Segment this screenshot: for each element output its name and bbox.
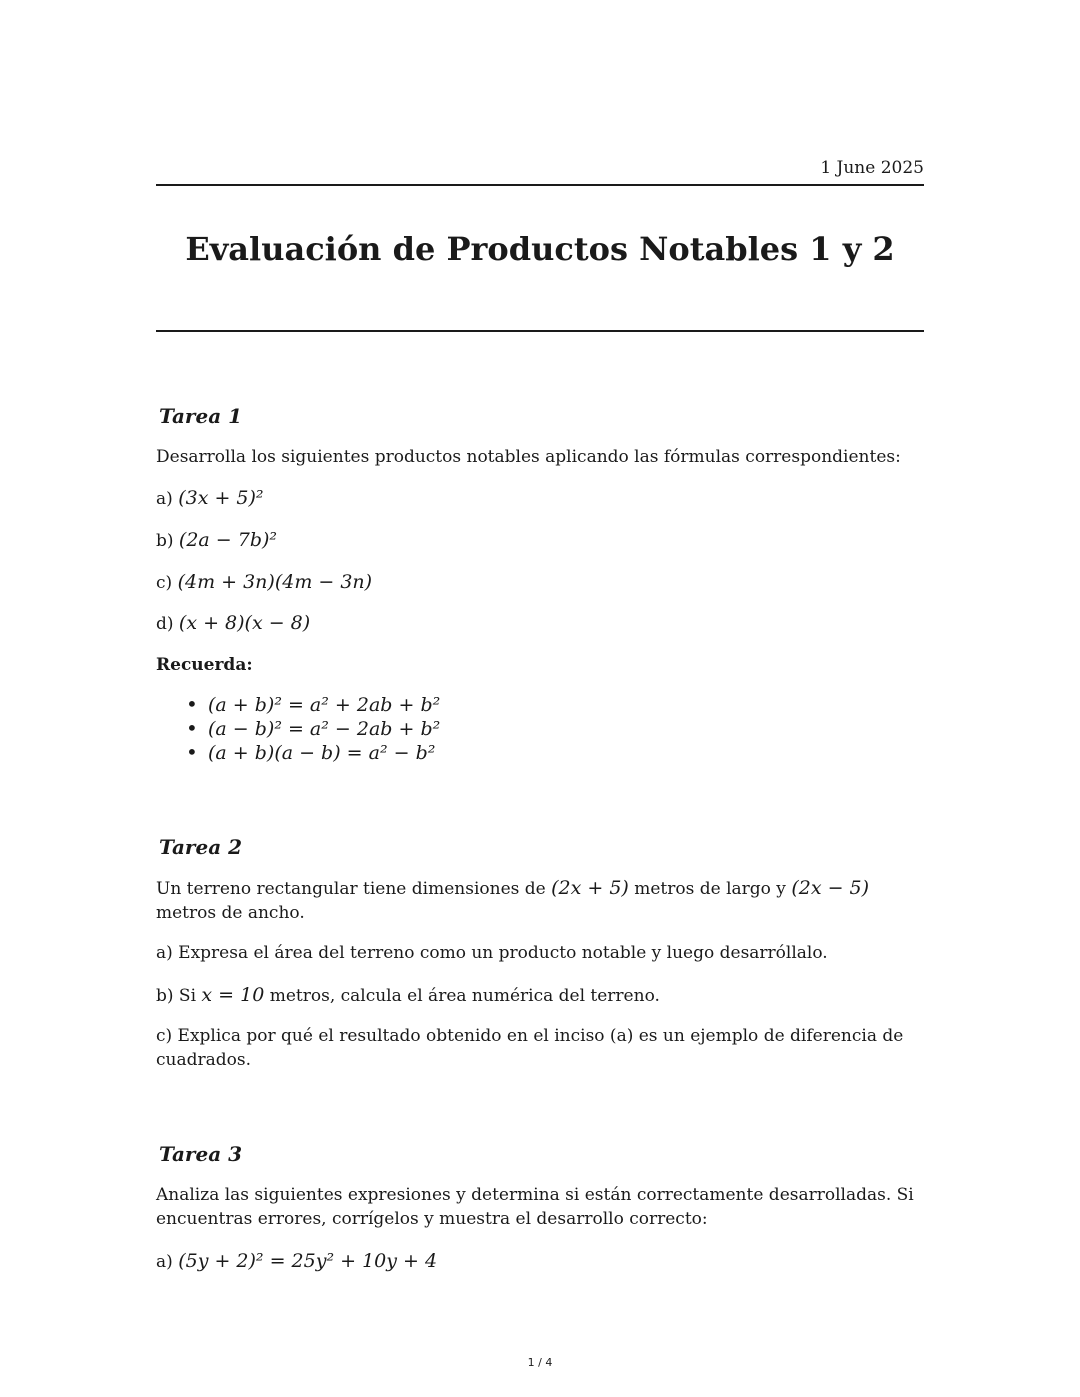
formula-item: • (a + b)(a − b) = a² − b² [186,741,440,765]
tarea3-item-a [156,1249,924,1274]
math-expression: x = 10 [201,984,265,1006]
tarea2-item-a: a) Expresa el área del terreno como un producto notable y luego desarróllalo. [156,943,828,963]
math-expression: (2x − 5) [791,877,870,899]
tarea1-item-d [156,611,924,636]
tarea3-intro: Analiza las siguientes expresiones y determina si están correctamente desarrolladas. Si encuentras errores, corrígelos y muestra el desarrollo correcto: [156,1185,914,1229]
math-expression: (5y + 2)² = 25y² + 10y + 4 [178,1250,438,1272]
header-rule-top [156,184,924,186]
tarea1-heading: Tarea 1 [159,404,243,428]
math-expression: (2a − 7b)² [178,529,278,551]
tarea1-intro: Desarrolla los siguientes productos notables aplicando las fórmulas correspondientes: [156,447,901,467]
formula-list [186,693,440,765]
text-segment: b) Si [156,986,202,1006]
item-label: d) [156,614,174,634]
tarea1-item-a [156,486,924,511]
math-expression: (x + 8)(x − 8) [178,612,311,634]
page-number: 1 / 4 [527,1356,553,1369]
text-segment: metros, calcula el área numérica del terreno. [264,986,660,1006]
math-expression: (3x + 5)² [178,487,264,509]
tarea2-intro [156,876,924,925]
document-title: Evaluación de Productos Notables 1 y 2 [185,230,895,268]
tarea3-heading: Tarea 3 [159,1142,243,1166]
item-label: b) [156,531,174,551]
tarea1-remember-label: Recuerda: [156,655,253,675]
item-label: c) [156,573,173,593]
formula-item: • (a − b)² = a² − 2ab + b² [186,717,440,741]
item-label: a) [156,1252,173,1272]
text-segment: metros de largo y [628,879,792,899]
math-expression: (4m + 3n)(4m − 3n) [177,571,373,593]
math-expression: (2x + 5) [551,877,629,899]
tarea2-item-b [156,983,924,1008]
tarea2-heading: Tarea 2 [159,835,243,859]
tarea1-item-c [156,570,924,595]
header-rule-bottom [156,330,924,332]
document-date: 1 June 2025 [820,158,924,178]
tarea2-item-c: c) Explica por qué el resultado obtenido en el inciso (a) es un ejemplo de diferencia de cuadrados. [156,1026,904,1070]
item-label: a) [156,489,173,509]
formula-item: • (a + b)² = a² + 2ab + b² [186,693,440,717]
document-page [156,0,924,1397]
text-segment: Un terreno rectangular tiene dimensiones de [156,879,552,899]
text-segment: metros de ancho. [156,903,305,923]
tarea1-item-b [156,528,924,553]
